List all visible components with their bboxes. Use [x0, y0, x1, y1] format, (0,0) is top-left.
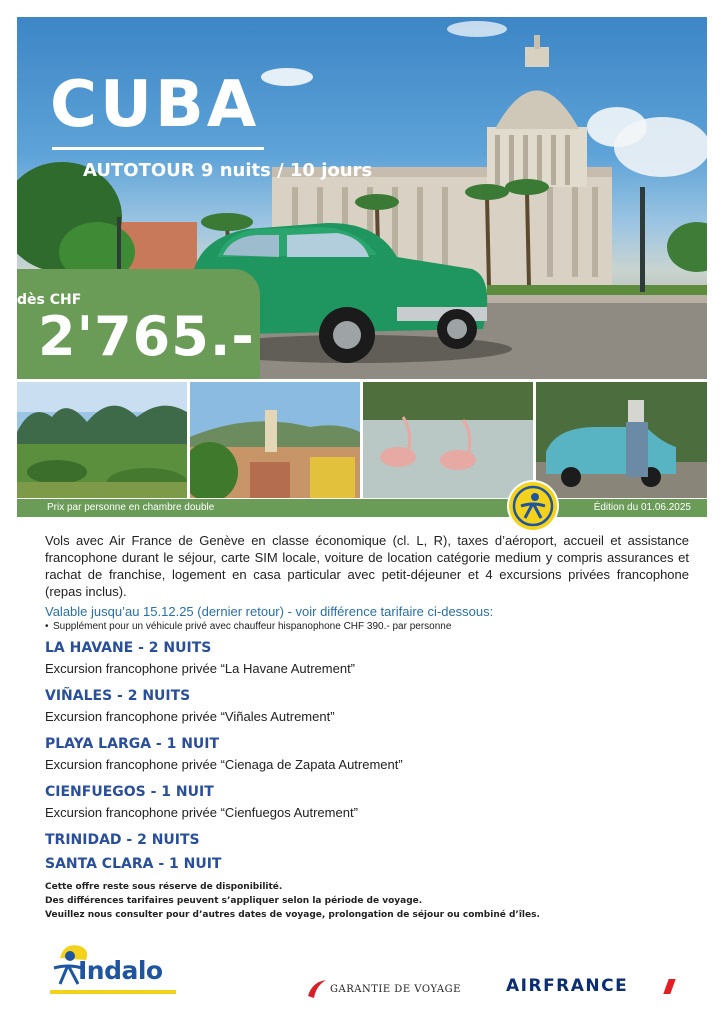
terms-notes	[45, 880, 689, 922]
offer-details	[45, 532, 689, 922]
note-line: Des différences tarifaires peuvent s’appliquer selon la période de voyage.	[45, 896, 423, 906]
supplement-item: • Supplément pour un véhicule privé avec chauffeur hispanophone CHF 390.- par personne	[45, 621, 689, 632]
indalo-wordmark: Indalo	[78, 956, 163, 985]
stage-excursion: Excursion francophone privée “Cienfuegos Autrement”	[45, 805, 358, 820]
destination-title: CUBA	[50, 68, 260, 142]
tour-duration: AUTOTOUR 9 nuits / 10 jours	[83, 160, 373, 181]
photo-trinidad-town	[190, 382, 360, 498]
stage-excursion: Excursion francophone privée “Viñales Autrement”	[45, 709, 335, 724]
price-prefix: dès CHF	[17, 292, 82, 308]
validity-note: Valable jusqu’au 15.12.25 (dernier retour) - voir différence tarifaire ci-dessous:	[45, 604, 494, 619]
stage-title: CIENFUEGOS - 1 NUIT	[45, 784, 214, 800]
price-value: 2'765.-	[38, 305, 255, 368]
stage-title: LA HAVANE - 2 NUITS	[45, 640, 212, 656]
photo-vinales-valley	[17, 382, 187, 498]
stage-excursion: Excursion francophone privée “Cienaga de Zapata Autrement”	[45, 757, 403, 772]
airfrance-logo: AIRFRANCE	[506, 976, 629, 996]
stage-title: TRINIDAD - 2 NUITS	[45, 832, 200, 848]
garantie-wordmark: GARANTIE DE VOYAGE	[330, 984, 461, 995]
stage-title: VIÑALES - 2 NUITS	[45, 688, 191, 704]
stage-title: SANTA CLARA - 1 NUIT	[45, 856, 222, 872]
indalo-badge-icon	[509, 482, 557, 530]
note-line: Cette offre reste sous réserve de disponibilité.	[45, 882, 283, 892]
note-line: Veuillez nous consulter pour d’autres dates de voyage, prolongation de séjour ou combiné d’îles.	[45, 910, 540, 920]
info-bar	[17, 499, 707, 517]
price-basis: Prix par personne en chambre double	[47, 502, 215, 513]
airfrance-stripe-icon	[663, 979, 675, 994]
garantie-swoosh-icon	[306, 978, 328, 1000]
stage-title: PLAYA LARGA - 1 NUIT	[45, 736, 220, 752]
offer-description: Vols avec Air France de Genève en classe économique (cl. L, R), taxes d’aéroport, accueil et assistance francophone durant le séjour, carte SIM locale, voiture de location catégorie medium y compris assurances et rachat de franchise, logement en casa particular avec petit-déjeuner et 4 excursions privées francophone (repas inclus).	[45, 533, 689, 599]
stage-excursion: Excursion francophone privée “La Havane Autrement”	[45, 661, 356, 676]
edition-date: Édition du 01.06.2025	[593, 502, 691, 513]
title-underline	[52, 147, 264, 150]
indalo-logo	[50, 938, 178, 998]
photo-vintage-car-local	[536, 382, 707, 498]
photo-flamingos	[363, 382, 533, 498]
